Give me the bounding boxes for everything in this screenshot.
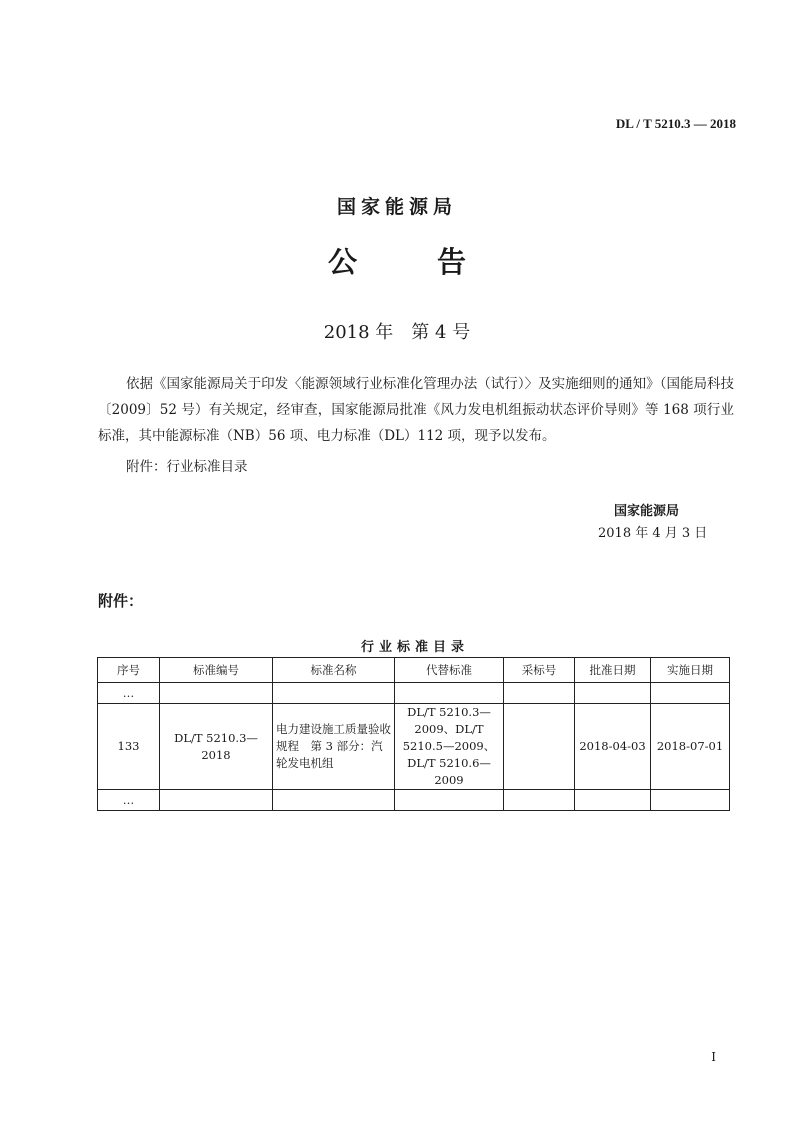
empty-cell <box>651 790 730 811</box>
header-effective: 实施日期 <box>651 658 730 683</box>
attachment-reference: 附件：行业标准目录 <box>126 459 248 475</box>
cell-code: DL/T 5210.3—2018 <box>160 704 273 790</box>
ellipsis-cell: … <box>98 683 160 704</box>
announcement-title <box>0 240 794 281</box>
empty-cell <box>504 683 575 704</box>
cell-approved: 2018-04-03 <box>575 704 651 790</box>
table-row <box>98 683 730 704</box>
table-title: 行业标准目录 <box>360 640 469 655</box>
header-adopted: 采标号 <box>504 658 575 683</box>
header-approved: 批准日期 <box>575 658 651 683</box>
empty-cell <box>160 790 273 811</box>
attachment-heading: 附件： <box>98 592 144 610</box>
empty-cell <box>395 683 504 704</box>
cell-adopted <box>504 704 575 790</box>
header-replaced: 代替标准 <box>395 658 504 683</box>
cell-name: 电力建设施工质量验收规程 第 3 部分：汽轮发电机组 <box>273 704 395 790</box>
cell-no: 133 <box>98 704 160 790</box>
signature-organization: 国家能源局 <box>614 504 680 519</box>
table-row <box>98 704 730 790</box>
empty-cell <box>575 790 651 811</box>
table-header-row <box>98 658 730 683</box>
cell-replaced: DL/T 5210.3—2009、DL/T 5210.5—2009、DL/T 5210.6—2009 <box>395 704 504 790</box>
standard-code-header: DL / T 5210.3 — 2018 <box>615 116 736 131</box>
page-number: I <box>711 1050 716 1064</box>
empty-cell <box>395 790 504 811</box>
header-code: 标准编号 <box>160 658 273 683</box>
announcement-char-2: 告 <box>437 245 467 279</box>
empty-cell <box>273 683 395 704</box>
standards-table <box>97 657 730 811</box>
issue-number: 2018 年 第 4 号 <box>323 322 471 343</box>
header-no: 序号 <box>98 658 160 683</box>
empty-cell <box>651 683 730 704</box>
table-row <box>98 790 730 811</box>
empty-cell <box>575 683 651 704</box>
announcement-char-1: 公 <box>327 245 357 279</box>
empty-cell <box>273 790 395 811</box>
empty-cell <box>504 790 575 811</box>
header-name: 标准名称 <box>273 658 395 683</box>
ellipsis-cell: … <box>98 790 160 811</box>
empty-cell <box>160 683 273 704</box>
signature-date: 2018 年 4 月 3 日 <box>598 526 708 541</box>
cell-effective: 2018-07-01 <box>651 704 730 790</box>
issuing-agency-title: 国家能源局 <box>336 196 457 218</box>
announcement-body: 依据《国家能源局关于印发〈能源领域行业标准化管理办法（试行）〉及实施细则的通知》（国能局科技〔2009〕52 号）有关规定，经审查，国家能源局批准《风力发电机组振动状态评价导则》等 168 项行业标准，其中能源标准（NB）56 项、电力标准（DL）112 项，现予以发布。 <box>98 376 734 444</box>
